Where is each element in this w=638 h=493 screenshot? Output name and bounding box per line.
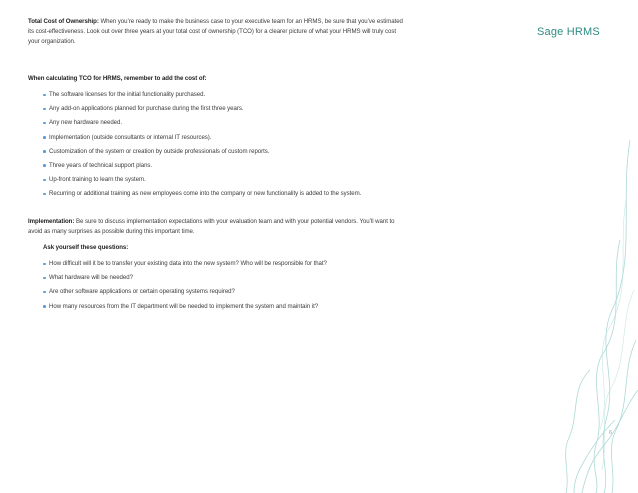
tco-line: When you’re ready to make the business case to your executive team for an HRMS, be sure that you’ve estimated	[98, 18, 403, 25]
questions-list	[28, 259, 478, 316]
ask-heading: Ask yourself these questions:	[43, 244, 129, 251]
list-item: Any new hardware needed.	[43, 118, 478, 132]
list-item: Are other software applications or certain operating systems required?	[43, 287, 478, 301]
tco-line: its cost-effectiveness. Look out over three years at your total cost of ownership (TCO) for a clearer picture of what your HRMS will truly cost	[28, 28, 396, 35]
impl-line: avoid as many surprises as possible during this important time.	[28, 228, 195, 235]
tco-lead: Total Cost of Ownership:	[28, 18, 99, 25]
list-item: Recurring or additional training as new employees come into the company or new functionality is added to the system.	[43, 189, 478, 203]
brand-logo-text: Sage HRMS	[537, 26, 600, 38]
list-item: How many resources from the IT department will be needed to implement the system and maintain it?	[43, 302, 478, 316]
decorative-swirl-graphic	[560, 140, 638, 493]
list-item: What hardware will be needed?	[43, 273, 478, 287]
list-item: Customization of the system or creation by outside professionals of custom reports.	[43, 147, 478, 161]
calc-heading: When calculating TCO for HRMS, remember to add the cost of:	[28, 75, 207, 82]
list-item: How difficult will it be to transfer your existing data into the new system? Who will be responsible for that?	[43, 259, 478, 273]
list-item: Three years of technical support plans.	[43, 161, 478, 175]
tco-paragraph	[28, 17, 478, 47]
list-item: Any add-on applications planned for purchase during the first three years.	[43, 104, 478, 118]
list-item: The software licenses for the initial functionality purchased.	[43, 90, 478, 104]
page-number: 6	[609, 430, 613, 436]
list-item: Implementation (outside consultants or internal IT resources).	[43, 133, 478, 147]
calc-list	[28, 90, 478, 204]
list-item: Up-front training to learn the system.	[43, 175, 478, 189]
impl-lead: Implementation:	[28, 218, 75, 225]
impl-line: Be sure to discuss implementation expectations with your evaluation team and with your potential vendors. You’ll want to	[74, 218, 395, 225]
implementation-paragraph	[28, 217, 478, 316]
calc-section	[28, 74, 478, 204]
tco-line: your organization.	[28, 38, 76, 45]
